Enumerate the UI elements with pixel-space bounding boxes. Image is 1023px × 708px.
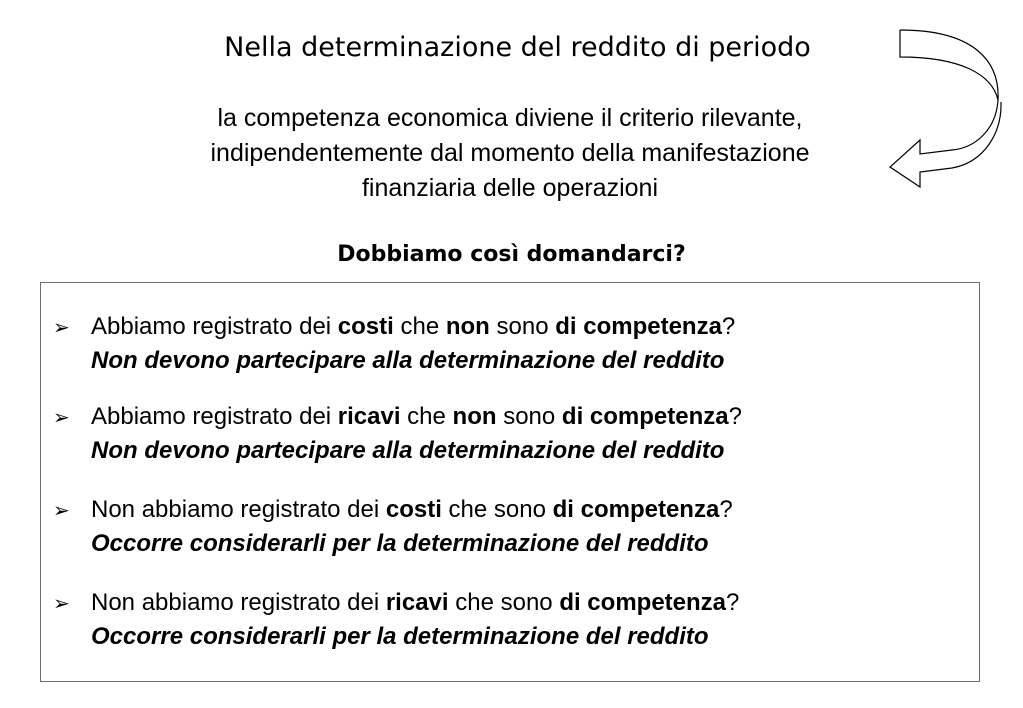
- item-answer: Occorre considerarli per la determinazione del reddito: [91, 623, 709, 650]
- list-item: [53, 586, 973, 654]
- slide-title: Nella determinazione del reddito di periodo: [224, 32, 811, 63]
- arrow-bullet-icon: ➢: [53, 315, 70, 339]
- arrow-bullet-icon: ➢: [53, 405, 70, 429]
- arrow-bullet-icon: ➢: [53, 498, 70, 522]
- item-question: Abbiamo registrato dei costi che non sono di competenza?: [91, 313, 736, 340]
- question-heading: Dobbiamo così domandarci?: [337, 242, 686, 267]
- subtitle-text: la competenza economica diviene il criterio rilevante, indipendentemente dal momento della manifestazione finanziaria delle operazioni: [210, 104, 810, 202]
- questions-box: [40, 282, 980, 682]
- item-question: Non abbiamo registrato dei costi che sono di competenza?: [91, 496, 733, 523]
- item-question: Non abbiamo registrato dei ricavi che sono di competenza?: [91, 589, 740, 616]
- item-question: Abbiamo registrato dei ricavi che non sono di competenza?: [91, 403, 742, 430]
- list-item: [53, 400, 973, 468]
- item-answer: Occorre considerarli per la determinazione del reddito: [91, 530, 709, 557]
- arrow-bullet-icon: ➢: [53, 591, 70, 615]
- list-item: [53, 310, 973, 378]
- list-item: [53, 493, 973, 561]
- item-answer: Non devono partecipare alla determinazione del reddito: [91, 347, 725, 374]
- item-answer: Non devono partecipare alla determinazione del reddito: [91, 437, 725, 464]
- curved-arrow-icon: [880, 22, 1005, 197]
